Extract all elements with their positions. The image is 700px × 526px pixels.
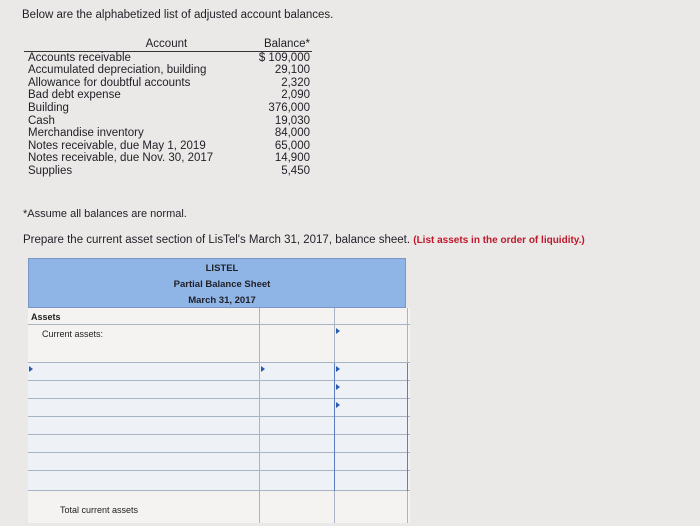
account-name: Supplies: [28, 164, 73, 177]
total-current-assets-input[interactable]: [335, 491, 408, 523]
dropdown-marker-icon: [336, 402, 340, 408]
instruction-text: [23, 234, 585, 246]
balance-sheet-header: [28, 258, 406, 308]
normal-balance-note: *Assume all balances are normal.: [23, 208, 187, 220]
account-row: [24, 64, 312, 77]
asset-amount-input[interactable]: [260, 363, 335, 380]
asset-name-input[interactable]: [28, 381, 260, 398]
account-balance: $ 109,000: [258, 51, 310, 64]
dropdown-marker-icon: [29, 366, 33, 372]
account-row: [24, 115, 312, 128]
account-row: [24, 152, 312, 165]
asset-entry-row: [28, 381, 410, 399]
asset-total-input[interactable]: [335, 363, 408, 380]
asset-name-input[interactable]: [28, 363, 260, 380]
asset-amount-input[interactable]: [260, 399, 335, 416]
asset-amount-input[interactable]: [260, 435, 335, 452]
asset-amount-input[interactable]: [260, 453, 335, 470]
asset-amount-input[interactable]: [260, 381, 335, 398]
dropdown-marker-icon: [336, 328, 340, 334]
asset-name-input[interactable]: [28, 417, 260, 434]
account-balances-table: [24, 38, 312, 178]
account-row: [24, 51, 312, 64]
account-row: [24, 165, 312, 178]
total-current-assets-label: Total current assets: [60, 505, 139, 515]
current-assets-label: Current assets:: [42, 329, 104, 339]
account-name: Notes receivable, due Nov. 30, 2017: [28, 152, 214, 165]
asset-total-input[interactable]: [335, 381, 408, 398]
instruction-main: Prepare the current asset section of LisTel's March 31, 2017, balance sheet.: [23, 234, 411, 246]
asset-name-input[interactable]: [28, 399, 260, 416]
asset-entry-row: [28, 453, 410, 471]
asset-entry-row: [28, 363, 410, 381]
account-balance: 29,100: [274, 64, 310, 77]
asset-name-input[interactable]: [28, 435, 260, 452]
account-balance: 19,030: [274, 114, 310, 127]
dropdown-marker-icon: [261, 366, 265, 372]
asset-total-input[interactable]: [335, 399, 408, 416]
account-name: Building: [28, 101, 69, 114]
asset-name-input[interactable]: [28, 471, 260, 490]
account-name: Allowance for doubtful accounts: [28, 76, 191, 89]
account-name: Notes receivable, due May 1, 2019: [28, 139, 206, 152]
total-current-assets-row: [28, 491, 410, 523]
asset-amount-input[interactable]: [260, 417, 335, 434]
asset-total-input[interactable]: [335, 453, 408, 470]
account-name: Accounts receivable: [28, 51, 131, 64]
asset-name-input[interactable]: [28, 453, 260, 470]
account-row: [24, 102, 312, 115]
column-edge-line: [334, 363, 335, 491]
account-balance: 376,000: [268, 101, 310, 114]
statement-title: Partial Balance Sheet: [173, 279, 271, 290]
asset-entry-row: [28, 417, 410, 435]
current-assets-row: [28, 325, 410, 363]
account-balance: 5,450: [281, 164, 310, 177]
account-name: Bad debt expense: [28, 89, 121, 102]
balance-header: Balance*: [249, 38, 312, 51]
account-name: Cash: [28, 114, 55, 127]
account-balance: 2,320: [281, 76, 310, 89]
dropdown-marker-icon: [336, 366, 340, 372]
dropdown-marker-icon: [336, 384, 340, 390]
asset-total-input[interactable]: [335, 417, 408, 434]
asset-total-input[interactable]: [335, 471, 408, 490]
asset-entry-row: [28, 399, 410, 417]
account-balance: 2,090: [281, 89, 310, 102]
account-name: Accumulated depreciation, building: [28, 64, 207, 77]
company-name: LISTEL: [205, 263, 239, 274]
assets-label: Assets: [31, 312, 61, 322]
account-name: Merchandise inventory: [28, 127, 144, 140]
statement-date: March 31, 2017: [188, 295, 256, 306]
account-header: Account: [24, 38, 249, 51]
account-row: [24, 89, 312, 102]
asset-amount-input[interactable]: [260, 471, 335, 490]
account-row: [24, 77, 312, 90]
account-balance: 65,000: [274, 139, 310, 152]
intro-text: Below are the alphabetized list of adjusted account balances.: [22, 9, 334, 21]
account-row: [24, 127, 312, 140]
assets-row: [28, 308, 410, 325]
instruction-liquidity-note: (List assets in the order of liquidity.): [413, 235, 585, 246]
asset-entry-row: [28, 435, 410, 453]
account-row: [24, 140, 312, 153]
asset-entry-row: [28, 471, 410, 491]
account-balance: 14,900: [274, 152, 310, 165]
balance-sheet-worksheet: [28, 308, 410, 523]
account-balance: 84,000: [274, 127, 310, 140]
column-edge-line: [407, 363, 408, 491]
asset-total-input[interactable]: [335, 435, 408, 452]
